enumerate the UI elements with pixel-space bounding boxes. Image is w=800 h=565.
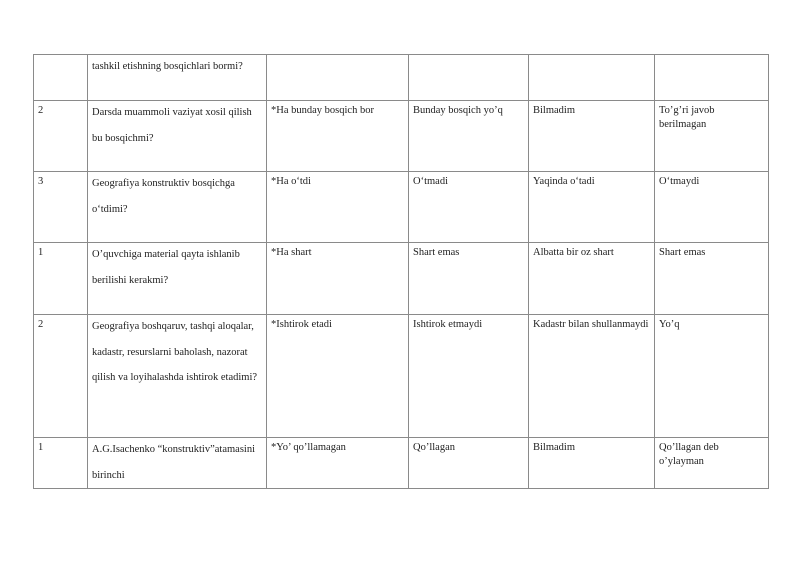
answer-cell-3	[529, 172, 655, 243]
answer-option-3: Yaqinda o‘tadi	[533, 176, 595, 187]
answer-option-2: Shart emas	[413, 247, 460, 258]
answer-option-2: Ishtirok etmaydi	[413, 319, 483, 330]
table-row	[34, 438, 769, 489]
answer-cell-4	[655, 172, 769, 243]
table-row	[34, 101, 769, 172]
question-number: 2	[38, 105, 44, 116]
answer-cell-1	[267, 55, 409, 101]
answer-cell-4	[655, 243, 769, 315]
answer-cell-1	[267, 315, 409, 438]
question-text: tashkil etishning bosqichlari bormi?	[92, 61, 243, 72]
question-cell	[88, 243, 267, 315]
answer-option-3: Bilmadim	[533, 442, 575, 453]
question-cell	[88, 438, 267, 489]
table-row	[34, 172, 769, 243]
answer-cell-4	[655, 101, 769, 172]
answer-option-4: Yo’q	[659, 319, 680, 330]
answer-option-1: *Ha shart	[271, 247, 312, 258]
number-cell	[34, 438, 88, 489]
question-text: O’quvchiga material qayta ishlanib berilishi kerakmi?	[92, 249, 240, 286]
answer-option-1: *Yo’ qo’llamagan	[271, 442, 346, 453]
answer-option-1: *Ha o‘tdi	[271, 176, 311, 187]
answer-cell-3	[529, 438, 655, 489]
answer-cell-2	[409, 101, 529, 172]
answer-option-2: O‘tmadi	[413, 176, 448, 187]
answer-option-4: Shart emas	[659, 247, 706, 258]
answer-option-1: *Ishtirok etadi	[271, 319, 332, 330]
question-text: Geografiya konstruktiv bosqichga o‘tdimi?	[92, 178, 235, 215]
answer-cell-1	[267, 438, 409, 489]
question-cell	[88, 101, 267, 172]
question-cell	[88, 172, 267, 243]
answer-option-1: *Ha bunday bosqich bor	[271, 105, 374, 116]
question-text: A.G.Isachenko “konstruktiv”atamasini birinchi	[92, 444, 255, 481]
answer-option-3: Bilmadim	[533, 105, 575, 116]
answer-cell-1	[267, 101, 409, 172]
answer-option-3: Kadastr bilan shullanmaydi	[533, 319, 649, 330]
question-text: Geografiya boshqaruv, tashqi aloqalar, kadastr, resurslarni baholash, nazorat qilish va loyihalashda ishtirok etadimi?	[92, 321, 258, 384]
answer-option-2: Bunday bosqich yo’q	[413, 105, 503, 116]
number-cell	[34, 172, 88, 243]
number-cell	[34, 55, 88, 101]
answer-cell-1	[267, 243, 409, 315]
answer-cell-3	[529, 315, 655, 438]
question-number: 1	[38, 247, 44, 258]
number-cell	[34, 101, 88, 172]
question-number: 2	[38, 319, 44, 330]
answer-cell-4	[655, 438, 769, 489]
question-cell	[88, 55, 267, 101]
answer-cell-4	[655, 55, 769, 101]
answer-cell-2	[409, 243, 529, 315]
table-row	[34, 55, 769, 101]
question-number: 3	[38, 176, 44, 187]
answer-cell-2	[409, 315, 529, 438]
answer-cell-1	[267, 172, 409, 243]
question-number: 1	[38, 442, 44, 453]
answer-option-4: Qo’llagan deb o’ylayman	[659, 442, 719, 468]
answer-option-4: To’g’ri javob berilmagan	[659, 105, 715, 131]
question-cell	[88, 315, 267, 438]
number-cell	[34, 315, 88, 438]
answer-cell-3	[529, 101, 655, 172]
number-cell	[34, 243, 88, 315]
answer-option-4: O‘tmaydi	[659, 176, 700, 187]
answer-cell-2	[409, 172, 529, 243]
answer-cell-4	[655, 315, 769, 438]
answer-option-2: Qo’llagan	[413, 442, 455, 453]
answer-cell-2	[409, 438, 529, 489]
question-text: Darsda muammoli vaziyat xosil qilish bu bosqichmi?	[92, 107, 252, 144]
answer-cell-3	[529, 55, 655, 101]
table-row	[34, 243, 769, 315]
answer-cell-3	[529, 243, 655, 315]
quiz-table	[33, 54, 769, 489]
answer-option-3: Albatta bir oz shart	[533, 247, 614, 258]
table-row	[34, 315, 769, 438]
answer-cell-2	[409, 55, 529, 101]
